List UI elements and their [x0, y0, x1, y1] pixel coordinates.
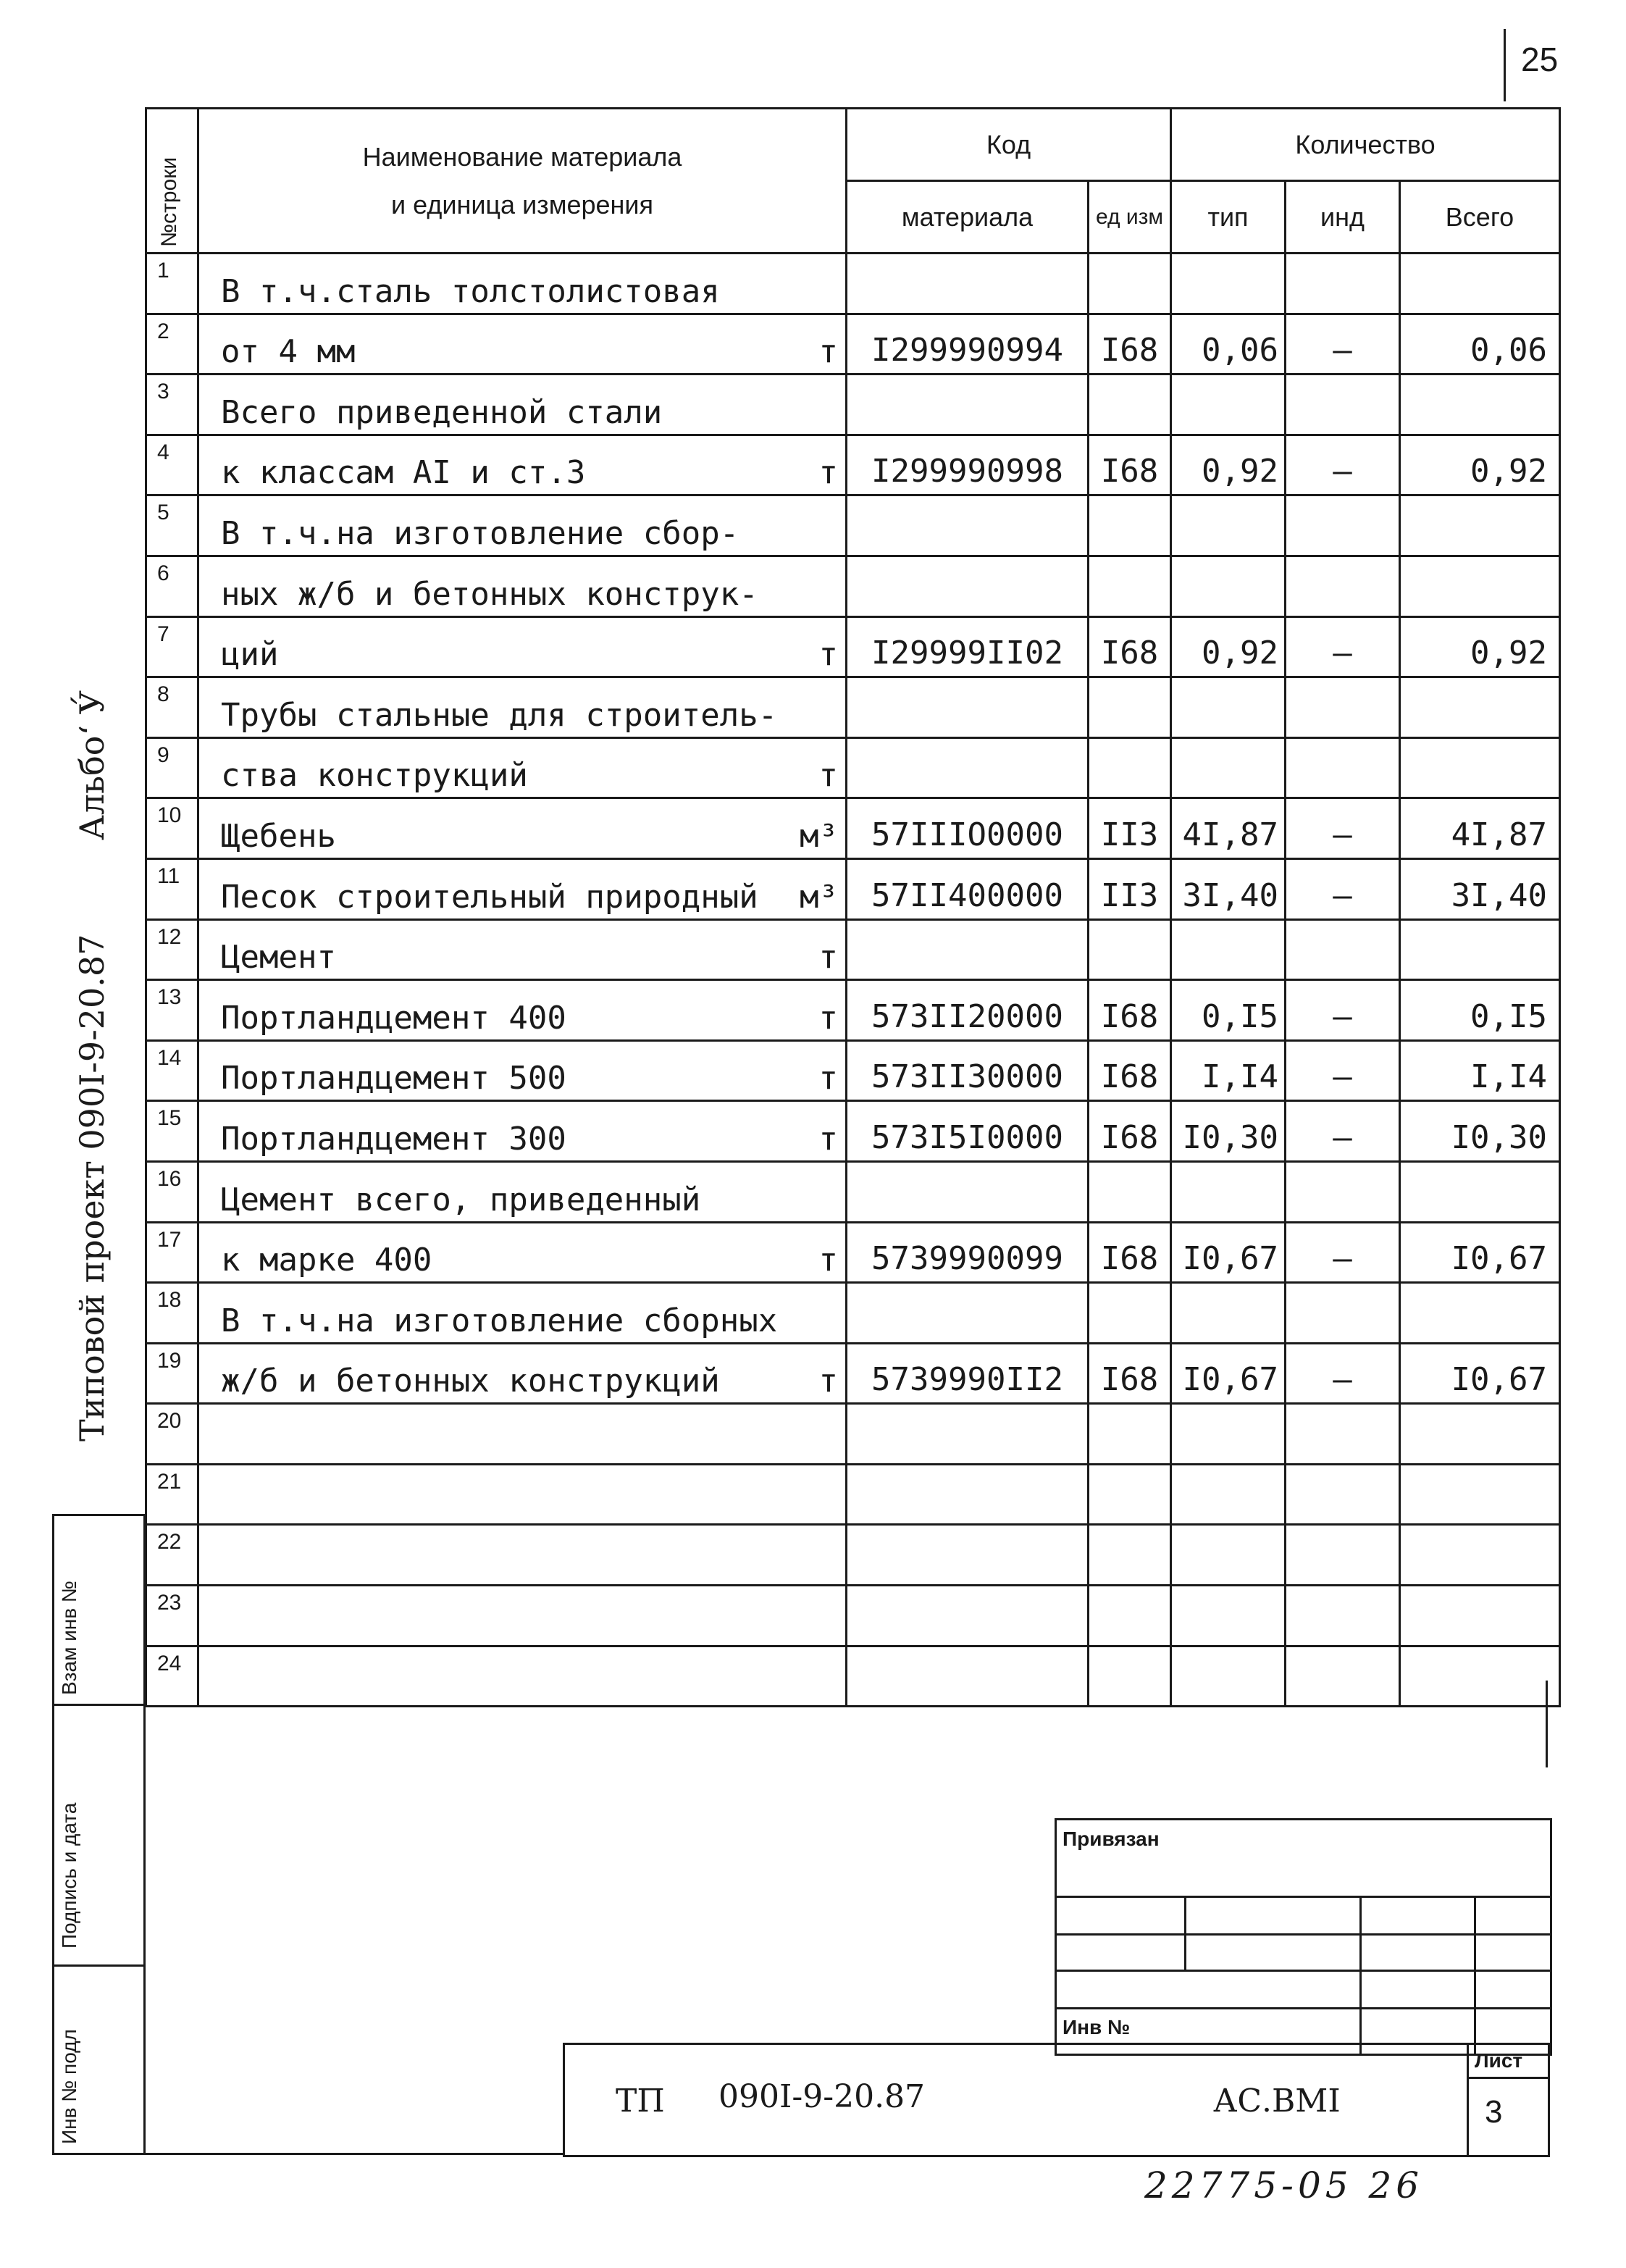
- typ-value: [1171, 374, 1286, 435]
- material-name: [198, 1464, 847, 1525]
- sheet-value: 3: [1485, 2094, 1503, 2130]
- row-number: 12: [146, 919, 198, 980]
- table-row: [146, 374, 1560, 435]
- total-value: 0,06: [1400, 314, 1560, 374]
- ind-value: [1286, 254, 1400, 314]
- row-number: 20: [146, 1404, 198, 1465]
- material-name: [198, 314, 847, 374]
- unit-code-header: ед изм: [1089, 181, 1171, 254]
- typ-value: [1171, 1646, 1286, 1707]
- material-name-text: от 4 мм: [221, 333, 356, 371]
- album-label: Альбоʻ У́: [72, 690, 112, 840]
- material-unit: т: [818, 333, 838, 371]
- row-number: 14: [146, 1040, 198, 1101]
- typ-value: [1171, 737, 1286, 798]
- ind-value: [1286, 1283, 1400, 1344]
- row-number: 9: [146, 737, 198, 798]
- table-row: [146, 980, 1560, 1041]
- material-name-text: ства конструкций: [221, 757, 528, 795]
- material-unit: т: [818, 1120, 838, 1158]
- unit-code: I68: [1089, 435, 1171, 495]
- material-unit: т: [818, 939, 838, 976]
- table-row: [146, 737, 1560, 798]
- table-row: [146, 1101, 1560, 1162]
- material-name: [198, 254, 847, 314]
- typ-value: I0,30: [1171, 1101, 1286, 1162]
- material-code: I299990998: [847, 435, 1089, 495]
- unit-code: I68: [1089, 980, 1171, 1041]
- material-code: [847, 1646, 1089, 1707]
- typ-value: [1171, 556, 1286, 616]
- material-name: [198, 374, 847, 435]
- material-code: [847, 1404, 1089, 1465]
- table-row: [146, 616, 1560, 677]
- material-code: I29999II02: [847, 616, 1089, 677]
- table-row: [146, 1525, 1560, 1586]
- table-row: [146, 1404, 1560, 1465]
- material-unit: м³: [800, 878, 838, 916]
- total-value: [1400, 1646, 1560, 1707]
- material-code: [847, 677, 1089, 738]
- material-code: [847, 737, 1089, 798]
- table-row: [146, 254, 1560, 314]
- material-code: [847, 374, 1089, 435]
- row-number: 15: [146, 1101, 198, 1162]
- total-value: I,I4: [1400, 1040, 1560, 1101]
- ind-value: [1286, 495, 1400, 556]
- material-name: [198, 556, 847, 616]
- typ-value: I,I4: [1171, 1040, 1286, 1101]
- unit-code: [1089, 737, 1171, 798]
- table-row: [146, 1586, 1560, 1646]
- row-number: 4: [146, 435, 198, 495]
- row-number: 17: [146, 1222, 198, 1283]
- row-number: 10: [146, 798, 198, 859]
- material-name-text: Щебень: [221, 817, 336, 855]
- material-name: [198, 1646, 847, 1707]
- typ-value: [1171, 1404, 1286, 1465]
- unit-code: [1089, 1464, 1171, 1525]
- typ-value: [1171, 677, 1286, 738]
- typ-value: I0,67: [1171, 1222, 1286, 1283]
- material-name-text: Песок строительный природный: [221, 878, 758, 916]
- doc-code: 090I-9-20.87: [718, 2078, 926, 2115]
- total-value: 4I,87: [1400, 798, 1560, 859]
- inv-label: Инв №: [1063, 2016, 1131, 2038]
- material-code: 5739990II2: [847, 1343, 1089, 1404]
- material-code: [847, 556, 1089, 616]
- material-code: 573II20000: [847, 980, 1089, 1041]
- typ-value: 0,92: [1171, 435, 1286, 495]
- ind-value: –: [1286, 980, 1400, 1041]
- table-row: [146, 677, 1560, 738]
- table-row: [146, 1161, 1560, 1222]
- material-name: [198, 980, 847, 1041]
- unit-code: I68: [1089, 616, 1171, 677]
- material-name-text: к классам АI и ст.3: [221, 454, 586, 492]
- row-number: 13: [146, 980, 198, 1041]
- typ-value: [1171, 254, 1286, 314]
- total-header: Всего: [1400, 181, 1560, 254]
- total-value: 0,92: [1400, 435, 1560, 495]
- ind-value: [1286, 677, 1400, 738]
- total-value: [1400, 1464, 1560, 1525]
- ind-value: –: [1286, 798, 1400, 859]
- typ-value: 0,92: [1171, 616, 1286, 677]
- material-code: 57IIIO0000: [847, 798, 1089, 859]
- material-name-text: Портландцемент 500: [221, 1060, 566, 1097]
- material-code-header: материала: [847, 181, 1089, 254]
- total-value: [1400, 1283, 1560, 1344]
- total-value: 3I,40: [1400, 858, 1560, 919]
- total-value: 0,I5: [1400, 980, 1560, 1041]
- material-code: [847, 919, 1089, 980]
- ind-value: [1286, 1525, 1400, 1586]
- material-unit: т: [818, 1060, 838, 1097]
- ind-value: [1286, 1464, 1400, 1525]
- material-unit: т: [818, 636, 838, 674]
- material-code: [847, 1283, 1089, 1344]
- material-name: [198, 435, 847, 495]
- row-number: 6: [146, 556, 198, 616]
- material-name: [198, 616, 847, 677]
- sheet-label: Лист: [1475, 2049, 1523, 2072]
- material-name-text: Цемент всего, приведенный: [221, 1181, 701, 1218]
- material-name-text: В т.ч.сталь толстолистовая: [221, 272, 720, 310]
- tp-label: ТП: [616, 2083, 665, 2120]
- material-name: [198, 1343, 847, 1404]
- table-row: [146, 1283, 1560, 1344]
- material-code: [847, 1464, 1089, 1525]
- material-name: [198, 1404, 847, 1465]
- unit-code: [1089, 495, 1171, 556]
- table-row: [146, 919, 1560, 980]
- table-row: [146, 495, 1560, 556]
- total-value: [1400, 1404, 1560, 1465]
- total-value: I0,67: [1400, 1222, 1560, 1283]
- material-name: [198, 495, 847, 556]
- material-name: [198, 737, 847, 798]
- total-value: [1400, 495, 1560, 556]
- material-name: [198, 677, 847, 738]
- table-row: [146, 1222, 1560, 1283]
- total-value: [1400, 737, 1560, 798]
- unit-code: I68: [1089, 314, 1171, 374]
- project-title: Типовой проект 090I-9-20.87: [72, 934, 112, 1441]
- material-code: 573II30000: [847, 1040, 1089, 1101]
- ind-value: [1286, 737, 1400, 798]
- unit-code: [1089, 556, 1171, 616]
- handwritten-number: 22775-05 26: [1144, 2164, 1424, 2206]
- ind-value: [1286, 919, 1400, 980]
- unit-code: I68: [1089, 1222, 1171, 1283]
- material-code: I299990994: [847, 314, 1089, 374]
- title-block: [563, 2043, 1550, 2157]
- unit-code: I68: [1089, 1101, 1171, 1162]
- unit-code: [1089, 1283, 1171, 1344]
- ind-value: –: [1286, 616, 1400, 677]
- material-code: [847, 1525, 1089, 1586]
- typ-value: [1171, 1464, 1286, 1525]
- material-name-text: Трубы стальные для строитель-: [221, 696, 778, 734]
- ind-value: [1286, 1404, 1400, 1465]
- material-name: [198, 1586, 847, 1646]
- typ-value: I0,67: [1171, 1343, 1286, 1404]
- ind-value: –: [1286, 1343, 1400, 1404]
- material-name: [198, 919, 847, 980]
- row-number-header: №строки: [146, 109, 198, 254]
- unit-code: I68: [1089, 1343, 1171, 1404]
- typ-value: [1171, 495, 1286, 556]
- binding-stamp: [1055, 1818, 1552, 2056]
- total-value: 0,92: [1400, 616, 1560, 677]
- table-row: [146, 858, 1560, 919]
- material-code: 573I5I0000: [847, 1101, 1089, 1162]
- row-number: 24: [146, 1646, 198, 1707]
- unit-code: [1089, 1404, 1171, 1465]
- ind-value: [1286, 1646, 1400, 1707]
- name-header: Наименование материала и единица измерения: [198, 109, 847, 254]
- table-row: [146, 1646, 1560, 1707]
- row-number: 19: [146, 1343, 198, 1404]
- material-unit: т: [818, 999, 838, 1037]
- row-number: 1: [146, 254, 198, 314]
- quantity-header: Количество: [1171, 109, 1560, 181]
- material-name: [198, 1222, 847, 1283]
- ind-value: –: [1286, 1222, 1400, 1283]
- material-name-text: ций: [221, 636, 279, 674]
- ind-value: –: [1286, 858, 1400, 919]
- ind-value: –: [1286, 435, 1400, 495]
- row-number: 21: [146, 1464, 198, 1525]
- typ-value: 0,06: [1171, 314, 1286, 374]
- typ-value: [1171, 1586, 1286, 1646]
- material-code: [847, 495, 1089, 556]
- material-name-text: к марке 400: [221, 1242, 432, 1279]
- material-name: [198, 1101, 847, 1162]
- material-unit: т: [818, 757, 838, 795]
- row-number: 3: [146, 374, 198, 435]
- row-number: 22: [146, 1525, 198, 1586]
- ind-value: –: [1286, 1040, 1400, 1101]
- material-name-text: В т.ч.на изготовление сбор-: [221, 514, 739, 552]
- material-code: [847, 1586, 1089, 1646]
- material-name: [198, 798, 847, 859]
- code-header: Код: [847, 109, 1171, 181]
- ind-value: [1286, 556, 1400, 616]
- row-number: 23: [146, 1586, 198, 1646]
- material-name: [198, 1525, 847, 1586]
- total-value: [1400, 677, 1560, 738]
- side-box-signature: Подпись и дата: [58, 1802, 80, 1949]
- total-value: [1400, 556, 1560, 616]
- table-row: [146, 435, 1560, 495]
- unit-code: II3: [1089, 858, 1171, 919]
- row-number: 2: [146, 314, 198, 374]
- ind-value: –: [1286, 1101, 1400, 1162]
- material-name-text: ных ж/б и бетонных конструк-: [221, 575, 758, 613]
- material-name: [198, 1283, 847, 1344]
- typ-value: 0,I5: [1171, 980, 1286, 1041]
- row-number: 7: [146, 616, 198, 677]
- materials-table: [145, 107, 1561, 1707]
- material-unit: м³: [800, 817, 838, 855]
- material-code: 57II400000: [847, 858, 1089, 919]
- ind-value: [1286, 374, 1400, 435]
- bound-label: Привязан: [1063, 1828, 1160, 1850]
- material-name: [198, 858, 847, 919]
- table-row: [146, 314, 1560, 374]
- table-row: [146, 798, 1560, 859]
- material-code: [847, 254, 1089, 314]
- row-number: 16: [146, 1161, 198, 1222]
- material-name-text: Всего приведенной стали: [221, 393, 663, 431]
- typ-value: [1171, 1161, 1286, 1222]
- total-value: [1400, 919, 1560, 980]
- total-value: [1400, 1525, 1560, 1586]
- unit-code: [1089, 1161, 1171, 1222]
- material-unit: т: [818, 454, 838, 492]
- row-number: 8: [146, 677, 198, 738]
- material-unit: т: [818, 1242, 838, 1279]
- material-name: [198, 1040, 847, 1101]
- unit-code: [1089, 374, 1171, 435]
- table-row: [146, 1464, 1560, 1525]
- material-name-text: В т.ч.на изготовление сборных: [221, 1302, 778, 1339]
- table-row: [146, 1343, 1560, 1404]
- total-value: I0,30: [1400, 1101, 1560, 1162]
- ind-value: [1286, 1586, 1400, 1646]
- sheet-number: 25: [1521, 41, 1559, 78]
- ind-value: –: [1286, 314, 1400, 374]
- side-box-replace: Взам инв №: [58, 1581, 80, 1695]
- material-code: [847, 1161, 1089, 1222]
- table-row: [146, 1040, 1560, 1101]
- total-value: [1400, 1161, 1560, 1222]
- total-value: [1400, 254, 1560, 314]
- ind-value: [1286, 1161, 1400, 1222]
- material-name: [198, 1161, 847, 1222]
- unit-code: II3: [1089, 798, 1171, 859]
- table-row: [146, 556, 1560, 616]
- unit-code: [1089, 254, 1171, 314]
- total-value: [1400, 374, 1560, 435]
- unit-code: I68: [1089, 1040, 1171, 1101]
- total-value: I0,67: [1400, 1343, 1560, 1404]
- material-code: 5739990099: [847, 1222, 1089, 1283]
- unit-code: [1089, 1646, 1171, 1707]
- typ-value: [1171, 919, 1286, 980]
- typ-value: [1171, 1525, 1286, 1586]
- typ-header: тип: [1171, 181, 1286, 254]
- unit-code: [1089, 677, 1171, 738]
- material-name-text: Цемент: [221, 939, 336, 976]
- unit-code: [1089, 1525, 1171, 1586]
- unit-code: [1089, 919, 1171, 980]
- material-name-text: Портландцемент 300: [221, 1120, 566, 1158]
- total-value: [1400, 1586, 1560, 1646]
- ind-header: инд: [1286, 181, 1400, 254]
- material-unit: т: [818, 1363, 838, 1400]
- mark-code: АС.ВМI: [1213, 2083, 1341, 2120]
- typ-value: 4I,87: [1171, 798, 1286, 859]
- unit-code: [1089, 1586, 1171, 1646]
- material-name-text: Портландцемент 400: [221, 999, 566, 1037]
- row-number: 11: [146, 858, 198, 919]
- typ-value: [1171, 1283, 1286, 1344]
- side-box-inv: Инв № подл: [58, 2029, 80, 2144]
- row-number: 18: [146, 1283, 198, 1344]
- row-number: 5: [146, 495, 198, 556]
- material-name-text: ж/б и бетонных конструкций: [221, 1363, 720, 1400]
- typ-value: 3I,40: [1171, 858, 1286, 919]
